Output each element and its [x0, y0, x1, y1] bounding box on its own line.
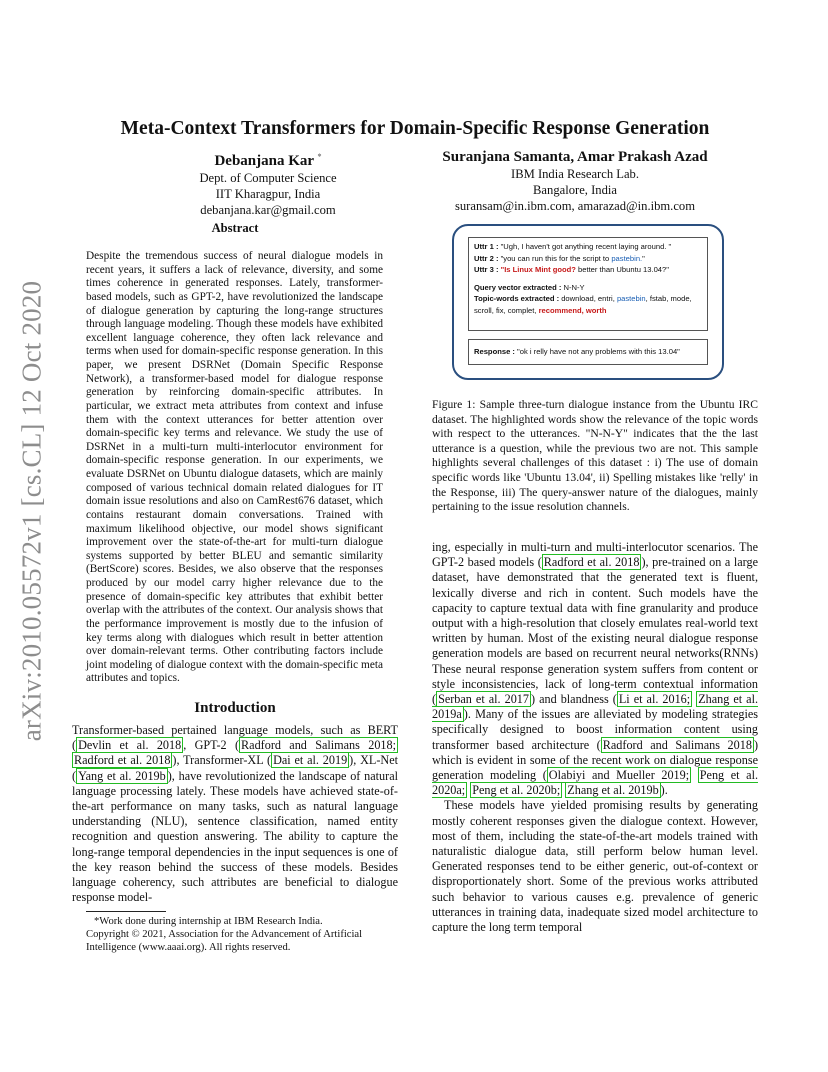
footnote-mark: *: [317, 152, 322, 161]
author-block-2: [410, 148, 740, 214]
citation-link[interactable]: Radford et al. 2018: [543, 555, 640, 570]
citation-link[interactable]: Peng et al. 2020a;: [432, 768, 759, 798]
introduction-heading: Introduction: [194, 700, 276, 716]
citation-link[interactable]: Yang et al. 2019b: [78, 768, 166, 783]
right-column-text: ing, especially in multi-turn and multi-interlocutor scenarios. The GPT-2 based models ( Radford et al. 2018 ), pre-trained on a large dataset, have demonstrated that the generated text is fluent, lexically diverse and rich in content. Such models have the capacity to capture textual data with fine granularity and produce output with a high-resolution that closely emulates real-world text written by human. Most of the existing neural dialogue response generation models are based on recurrent neural networks(RNNs) These neural response generation system suffers from content or style inconsistencies, lack of long-term contextual information ( Serban et al. 2017 ) and blandness ( Li et al. 2016; Zhang et al. 2019a ). Many of the issues are alleviated by modeling strategies specifically designed to boost information content using transformer based architecture ( Radford and Salimans 2018 ) which is evident in some of the recent work on dialogue response generation modeling ( Olabiyi and Mueller 2019; Peng et al. 2020a; Peng et al. 2020b; Zhang et al. 2019b ). These models have yielded promising results by generating mostly coherent responses given the dialogue context. However, most of them, including the state-of-the-art models trained with naturalistic dialogue data, still perform below human level. Generated responses tend to be either generic, out-of-context or disproportionately short. Some of the previous works attributed such behavior to various causes e.g. prevalence of generic utterances in training data, inadequate sized model architecture to capture the long term temporal: [432, 540, 759, 935]
citation-link[interactable]: Serban et al. 2017: [438, 692, 529, 707]
citation-link[interactable]: Zhang et al. 2019a: [432, 692, 759, 722]
author-name: Suranjana Samanta, Amar Prakash Azad: [442, 149, 708, 165]
arxiv-stamp: [8, 280, 56, 742]
citation-link[interactable]: Radford and Salimans 2018;: [241, 738, 396, 753]
author-name: Debanjana Kar *: [214, 152, 322, 169]
citation-link[interactable]: Zhang et al. 2019b: [567, 783, 659, 798]
paragraph: These models have yielded promising results by generating mostly coherent responses given the dialogue context. However, most of them, including the state-of-the-art models trained with naturalistic dialogue data, still perform below human level. Generated responses tend to be either generic, out-of-context or disproportionately short. Some of the previous works attributed such behavior to various causes e.g. prevalence of generic utterances in training data, inadequate sized model architecture to capture the long term temporal: [432, 798, 758, 935]
abstract-text: Despite the tremendous success of neural dialogue models in recent years, it suffers a lack of relevance, diversity, and some times coherence in generated responses. Lately, transformer-based models, such as GPT-2, have revolutionized the landscape of dialogue generation by capturing the long-range structures through language modeling. Though these models have exhibited excellent language coherence, they often lack relevance and terms when used for domain-specific response generation. In this paper, we present DSRNet (Domain Specific Response Network), a transformer-based model for dialogue response generation by reinforcing domain-specific attributes. In particular, we extract meta attributes from context and infuse them with the context utterances for better attention over domain-specific key terms and relevance. We study the use of DSRNet in a multi-turn multi-interlocutor environment for domain-specific response generation. In our experiments, we evaluate DSRNet on Ubuntu dialogue datasets, which are mainly composed of various technical domain related dialogues for IT domain issue resolutions and also on CamRest676 dataset, which contains restaurant domain conversations. Trained with maximum likelihood objective, our model shows significant improvement over the state-of-the-art for multi-turn dialogue systems supported by better BLEU and semantic similarity (BertScore) scores. Besides, we also observe that the responses produced by our model carry higher relevance due to the presence of domain-specific key attributes that exhibit better overlap with the attributes of the context. Our analysis shows that the performance improvement is mostly due to the infusion of key terms along with dialogues which result in better attention over domain-relevant terms. Other contributing factors include joint modeling of dialogue context with the domain-specific meta attributes and topics.: [86, 250, 383, 685]
citation-link[interactable]: Devlin et al. 2018: [78, 738, 182, 753]
citation-link[interactable]: Peng et al. 2020b;: [472, 783, 561, 798]
citation-link[interactable]: Radford and Salimans 2018: [602, 737, 752, 752]
response-box: Response : "ok i relly have not any problems with this 13.04": [468, 339, 708, 365]
author-affiliation: IBM India Research Lab.: [511, 167, 639, 181]
citation-link[interactable]: Dai et al. 2019: [273, 753, 348, 768]
paper-title: Meta-Context Transformers for Domain-Specific Response Generation: [120, 118, 710, 139]
citation-link[interactable]: Olabiyi and Mueller 2019;: [548, 768, 690, 783]
intro-paragraph: Transformer-based pertained language models, such as BERT ( Devlin et al. 2018 , GPT-2 ( Radford and Salimans 2018; Radford et al. 2018 ), Transformer-XL ( Dai et al. 2019 ), XL-Net ( Yang et al. 2019b ), have revolutionized the landscape of natural language processing lately. These models have achieved state-of-the-art performance on many tasks, such as natural language understanding (NLU), sentence classification, named entity recognition and question answering. The ability to capture the long-range temporal dependencies in the input sequences is one of the key reason behind the success of these models. Besides language coherency, such attributes are beneficial to dialogue response model-: [72, 723, 398, 905]
figure-1: [452, 224, 724, 380]
arxiv-stamp-text: arXiv:2010.05572v1 [cs.CL] 12 Oct 2020: [16, 280, 47, 742]
abstract-heading: Abstract: [211, 221, 259, 235]
footnote-text: *Work done during internship at IBM Research India.: [94, 916, 323, 927]
author-block-1: [150, 148, 386, 218]
figure-caption: Figure 1: Sample three-turn dialogue instance from the Ubuntu IRC dataset. The highlighted words show the relevance of the topic words with respect to the utterances. "N-N-Y" indicates that the the last utterance is a question, while the previous two are not. This sample highlights several challenges of this dataset : i) The use of domain specific words like 'Ubuntu 13.04', ii) Spelling mistakes like 'relly' in the Response, iii) The query-answer nature of the dialogues, mainly pertaining to the issue resolution channels.: [432, 398, 758, 514]
footnote-rule: [86, 911, 166, 912]
author-location: IIT Kharagpur, India: [215, 187, 321, 201]
dialogue-box: Uttr 1 : "Ugh, I haven't got anything recent laying around. " Uttr 2 : "you can run this for the script to pastebin." Uttr 3 : "Is Linux Mint good? better than Ubuntu 13.04?" Query vector extracted : N-N-Y Topic-words extracted : download, entri, pastebin, fstab, mode, scroll, fix, complet, recommend, worth: [468, 237, 708, 331]
footnote: [86, 915, 398, 954]
citation-link[interactable]: Li et al. 2016;: [618, 692, 691, 707]
author-affiliation: Dept. of Computer Science: [199, 171, 337, 185]
author-email: suransam@in.ibm.com, amarazad@in.ibm.com: [454, 199, 696, 213]
author-location: Bangalore, India: [533, 183, 617, 197]
copyright-text: Copyright © 2021, Association for the Advancement of Artificial Intelligence (www.aaai.org). All rights reserved.: [86, 929, 363, 953]
citation-link[interactable]: Radford et al. 2018: [74, 753, 171, 768]
author-email: debanjana.kar@gmail.com: [200, 203, 336, 217]
